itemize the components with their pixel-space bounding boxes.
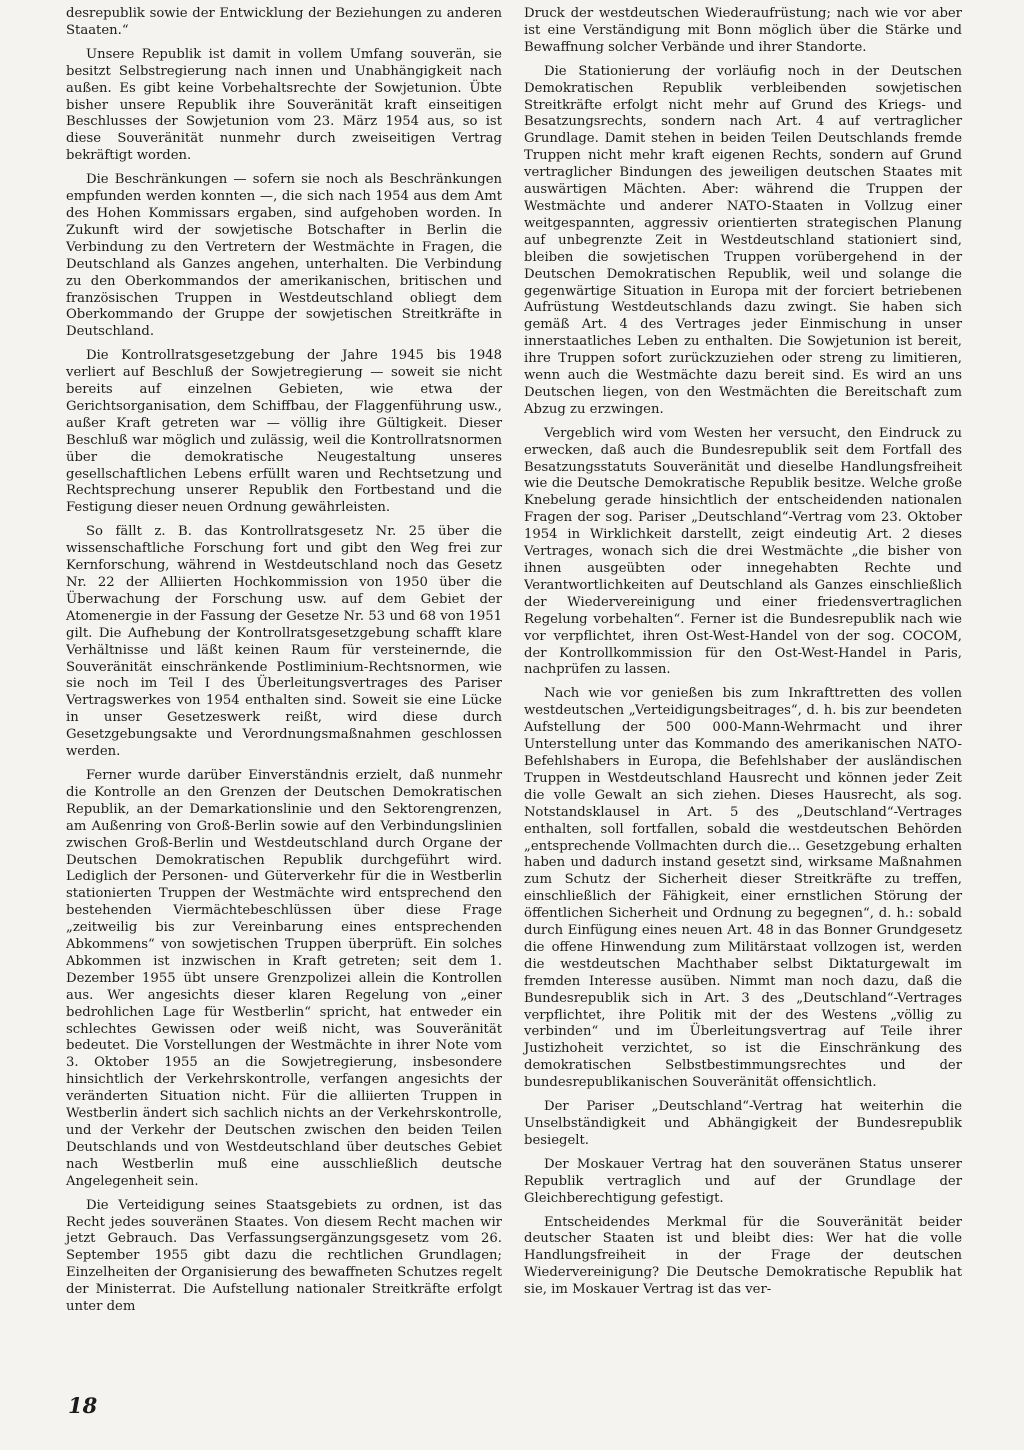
paragraph: So fällt z. B. das Kontrollratsgesetz Nr. 25 über die wissenschaftliche Forschung fort und gibt den Weg frei zur Kernforschung, während in Westdeutschland noch das Gesetz Nr. 22 der Alliierten Hochkommission von 1950 über die Überwachung der Forschung usw. auf dem Gebiet der Atomenergie in der Fassung der Gesetze Nr. 53 und 68 von 1951 gilt. Die Aufhebung der Kontrollratsgesetzgebung schafft klare Verhältnisse und läßt keinen Raum für versteinernde, die Souveränität einschränkende Postliminium-Rechtsnormen, wie sie noch im Teil I des Überleitungsvertrages des Pariser Vertragswerkes von 1954 enthalten sind. Soweit sie eine Lücke in unser Gesetzeswerk reißt, wird diese durch Gesetzgebungsakte und Verordnungsmaßnahmen geschlossen werden. — [66, 524, 502, 760]
paragraph: Druck der westdeutschen Wiederaufrüstung; nach wie vor aber ist eine Verständigung mit Bonn möglich über die Stärke und Bewaffnung solcher Verbände und ihrer Standorte. — [524, 6, 962, 55]
page-number: 18 — [68, 1393, 98, 1418]
paragraph: desrepublik sowie der Entwicklung der Beziehungen zu anderen Staaten.“ — [66, 6, 502, 38]
paragraph: Unsere Republik ist damit in vollem Umfang souverän, sie besitzt Selbstregierung nach innen und Unabhängigkeit nach außen. Es gibt keine Vorbehaltsrechte der Sowjetunion. Übte bisher unsere Republik ihre Souveränität kraft einseitigen Beschlusses der Sowjetunion vom 23. März 1954 aus, so ist diese Souveränität nunmehr durch zweiseitigen Vertrag bekräftigt worden. — [66, 46, 502, 164]
paragraph: Ferner wurde darüber Einverständnis erzielt, daß nunmehr die Kontrolle an den Grenzen der Deutschen Demokratischen Republik, an der Demarkationslinie und den Sektorengrenzen, am Außenring von Groß-Berlin sowie auf den Verbindungslinien zwischen Groß-Berlin und Westdeutschland durch Organe der Deutschen Demokratischen Republik durchgeführt wird. Lediglich der Personen- und Güterverkehr für die in Westberlin stationierten Truppen der Westmächte wird entsprechend den bestehenden Viermächtebeschlüssen über diese Frage „zeitweilig bis zur Vereinbarung eines entsprechenden Abkommens“ von sowjetischen Truppen überprüft. Ein solches Abkommen ist inzwischen in Kraft getreten; seit dem 1. Dezember 1955 übt unsere Grenzpolizei allein die Kontrollen aus. Wer angesichts dieser klaren Regelung von „einer bedrohlichen Lage für Westberlin“ spricht, hat entweder ein schlechtes Gewissen oder weiß nicht, was Souveränität bedeutet. Die Vorstellungen der Westmächte in ihrer Note vom 3. Oktober 1955 an die Sowjetregierung, insbesondere hinsichtlich der Verkehrskontrolle, verfangen angesichts der veränderten Situation nicht. Für die alliierten Truppen in Westberlin ändert sich sachlich nichts an der Verkehrskontrolle, und der Verkehr der Deutschen zwischen den beiden Teilen Deutschlands und von Westdeutschland über deutsches Gebiet nach Westberlin muß eine ausschließlich deutsche Angelegenheit sein. — [66, 767, 502, 1189]
paragraph: Entscheidendes Merkmal für die Souveränität beider deutscher Staaten ist und bleibt dies: Wer hat die volle Handlungsfreiheit in der Frage der deutschen Wiedervereinigung? Die Deutsche Demokratische Republik hat sie, im Moskauer Vertrag ist das ver- — [524, 1214, 962, 1298]
paragraph: Nach wie vor genießen bis zum Inkrafttretten des vollen westdeutschen „Verteidigungsbeitrages“, d. h. bis zur beendeten Aufstellung der 500 000-Mann-Wehrmacht und ihrer Unterstellung unter das Kommando des amerikanischen NATO-Befehlshabers in Europa, die Befehlshaber der ausländischen Truppen in Westdeutschland Hausrecht und können jeder Zeit die volle Gewalt an sich ziehen. Dieses Hausrecht, als sog. Notstandsklausel in Art. 5 des „Deutschland“-Vertrages enthalten, soll fortfallen, sobald die westdeutschen Behörden „entsprechende Vollmachten durch die... Gesetzgebung erhalten haben und dadurch instand gesetzt sind, wirksame Maßnahmen zum Schutz der Sicherheit dieser Streitkräfte zu treffen, einschließlich der Fähigkeit, einer ernstlichen Störung der öffentlichen Sicherheit und Ordnung zu begegnen“, d. h.: sobald durch Einfügung eines neuen Art. 48 in das Bonner Grundgesetz die offene Hinwendung zum Militärstaat vollzogen ist, werden die westdeutschen Machthaber selbst Diktaturgewalt im fremden Interesse ausüben. Nimmt man noch dazu, daß die Bundesrepublik sich in Art. 3 des „Deutschland“-Vertrages verpflichtet, ihre Politik mit der des Westens „völlig zu verbinden“ und im Überleitungsvertrag auf Teile ihrer Justizhoheit verzichtet, so ist die Einschränkung des demokratischen Selbstbestimmungsrechtes und der bundesrepublikanischen Souveränität offensichtlich. — [524, 686, 962, 1091]
paragraph: Die Stationierung der vorläufig noch in der Deutschen Demokratischen Republik verbleibenden sowjetischen Streitkräfte erfolgt nicht mehr auf Grund des Kriegs- und Besatzungsrechts, sondern nach Art. 4 auf vertraglicher Grundlage. Damit stehen in beiden Teilen Deutschlands fremde Truppen nicht mehr kraft eigenen Rechts, sondern auf Grund vertraglicher Bindungen des jeweiligen deutschen Staates mit auswärtigen Mächten. Aber: während die Truppen der Westmächte und anderer NATO-Staaten in Vollzug einer weitgespannten, aggressiv orientierten strategischen Planung auf unbegrenzte Zeit in Westdeutschland stationiert sind, bleiben die sowjetischen Truppen vorübergehend in der Deutschen Demokratischen Republik, weil und solange die gegenwärtige Situation in Europa mit der forciert betriebenen Aufrüstung Westdeutschlands dazu zwingt. Sie haben sich gemäß Art. 4 des Vertrages jeder Einmischung in unser innerstaatliches Leben zu enthalten. Die Sowjetunion ist bereit, ihre Truppen sofort zurückzuziehen oder streng zu limitieren, wenn auch die Westmächte dazu bereit sind. Es wird an uns Deutschen liegen, von den Westmächten die Bereitschaft zum Abzug zu erzwingen. — [524, 63, 962, 417]
right-column — [524, 6, 962, 1306]
paragraph: Vergeblich wird vom Westen her versucht, den Eindruck zu erwecken, daß auch die Bundesrepublik seit dem Fortfall des Besatzungsstatuts Souveränität und dieselbe Handlungsfreiheit wie die Deutsche Demokratische Republik besitze. Welche große Knebelung gerade hinsichtlich der entscheidenden nationalen Fragen der sog. Pariser „Deutschland“-Vertrag vom 23. Oktober 1954 in Wirklichkeit darstellt, zeigt eindeutig Art. 2 dieses Vertrages, wonach sich die drei Westmächte „die bisher von ihnen ausgeübten oder innegehabten Rechte und Verantwortlichkeiten auf Deutschland als Ganzes einschließlich der Wiedervereinigung und einer friedensvertraglichen Regelung vorbehalten“. Ferner ist die Bundesrepublik nach wie vor verpflichtet, ihren Ost-West-Handel von der sog. COCOM, der Kontrollkommission für den Ost-West-Handel in Paris, nachprüfen zu lassen. — [524, 425, 962, 678]
paragraph: Die Beschränkungen — sofern sie noch als Beschränkungen empfunden werden konnten —, die sich nach 1954 aus dem Amt des Hohen Kommissars ergaben, sind aufgehoben worden. In Zukunft wird der sowjetische Botschafter in Berlin die Verbindung zu den Vertretern der Westmächte in Fragen, die Deutschland als Ganzes angehen, unterhalten. Die Verbindung zu den Oberkommandos der amerikanischen, britischen und französischen Truppen in Westdeutschland obliegt dem Oberkommando der Gruppe der sowjetischen Streitkräfte in Deutschland. — [66, 172, 502, 340]
paragraph: Der Moskauer Vertrag hat den souveränen Status unserer Republik vertraglich und auf der Grundlage der Gleichberechtigung gefestigt. — [524, 1156, 962, 1206]
paragraph: Der Pariser „Deutschland“-Vertrag hat weiterhin die Unselbständigkeit und Abhängigkeit der Bundesrepublik besiegelt. — [524, 1099, 962, 1148]
paragraph: Die Kontrollratsgesetzgebung der Jahre 1945 bis 1948 verliert auf Beschluß der Sowjetregierung — soweit sie nicht bereits auf einzelnen Gebieten, wie etwa der Gerichtsorganisation, dem Schiffbau, der Flaggenführung usw., außer Kraft getreten war — völlig ihre Gültigkeit. Dieser Beschluß war möglich und zulässig, weil die Kontrollratsnormen über die demokratische Neugestaltung unseres gesellschaftlichen Lebens erfüllt waren und Rechtsetzung und Rechtsprechung unserer Republik den Fortbestand und die Festigung dieser neuen Ordnung gewährleisten. — [66, 348, 502, 516]
left-column — [66, 6, 502, 1323]
paragraph: Die Verteidigung seines Staatsgebiets zu ordnen, ist das Recht jedes souveränen Staates. Von diesem Recht machen wir jetzt Gebrauch. Das Verfassungsergänzungsgesetz vom 26. September 1955 gibt dazu die rechtlichen Grundlagen; Einzelheiten der Organisierung des bewaffneten Schutzes regelt der Ministerrat. Die Aufstellung nationaler Streitkräfte erfolgt unter dem — [66, 1197, 502, 1315]
